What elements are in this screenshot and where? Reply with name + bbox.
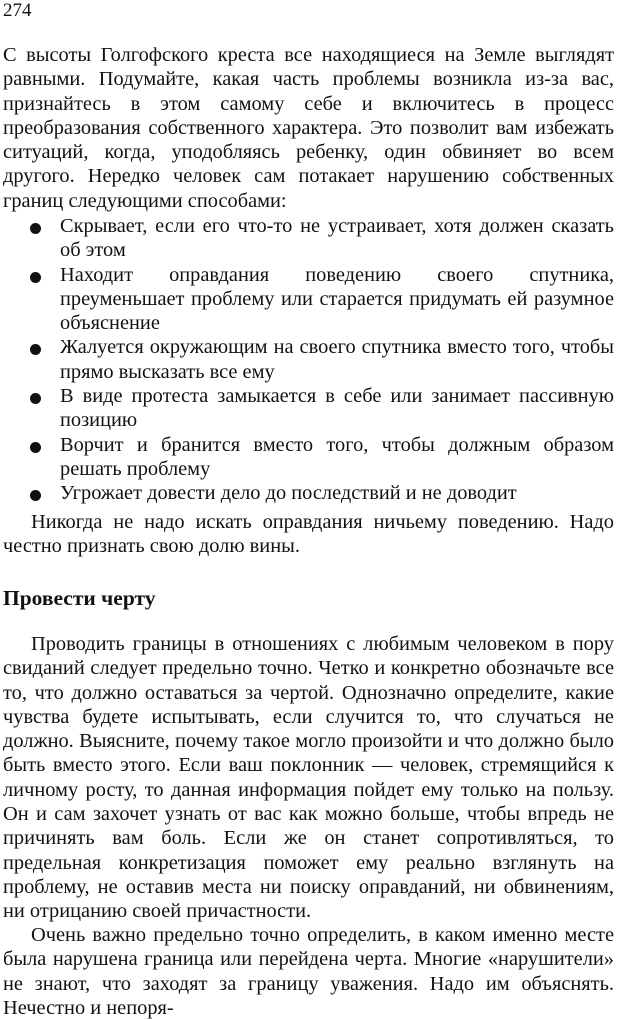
bullet-list	[30, 214, 614, 506]
bullet-item: Жалуется окружающим на своего спутника вместо того, чтобы прямо высказать все ему	[30, 335, 614, 384]
section-paragraph: Проводить границы в отношениях с любимым человеком в пору свиданий следует предельно точно. Четко и конкретно обозначьте все то, что должно оставаться за чертой. Однозначно определите, какие чувства будете испытывать, если случится то, что случаться не должно. Выясните, почему такое могло произойти и что должно было быть вместо этого. Если ваш поклонник — человек, стремящийся к личному росту, то данная информация пойдет ему только на пользу. Он и сам захочет узнать от вас как можно больше, чтобы впредь не причинять вам боль. Если же он станет сопротивляться, то предельная конкретизация поможет ему реально взглянуть на проблему, не оставив места ни поиску оправданий, ни обвинениям, ни отрицанию своей причастности.	[3, 633, 614, 923]
section-paragraph: Очень важно предельно точно определить, в каком именно месте была нарушена граница или перейдена черта. Многие «нарушители» не знают, что заходят за границу уважения. Надо им объяснять. Нечестно и непоря-	[3, 924, 614, 1019]
bullet-item: Скрывает, если его что-то не устраивает, хотя должен сказать об этом	[30, 214, 614, 263]
conclusion-paragraph: Никогда не надо искать оправдания ничьему поведению. Надо честно признать свою долю вины.	[3, 511, 614, 558]
page-number: 274	[3, 0, 32, 21]
section-heading: Провести черту	[3, 586, 156, 610]
bullet-item: В виде протеста замыкается в себе или занимает пассивную позицию	[30, 384, 614, 433]
bullet-item: Находит оправдания поведению своего спутника, преуменьшает проблему или старается придумать ей разумное объяснение	[30, 263, 614, 336]
intro-paragraph: С высоты Голгофского креста все находящиеся на Земле выглядят равными. Подумайте, какая часть проблемы возникла из-за вас, признайтесь в этом самому себе и включитесь в процесс преобразования собственного характера. Это позволит вам избежать ситуаций, когда, уподобляясь ребенку, один обвиняет во всем другого. Нередко человек сам потакает нарушению собственных границ следующими способами:	[3, 44, 614, 212]
bullet-item: Ворчит и бранится вместо того, чтобы должным образом решать проблему	[30, 433, 614, 482]
bullet-item: Угрожает довести дело до последствий и не доводит	[30, 481, 614, 505]
